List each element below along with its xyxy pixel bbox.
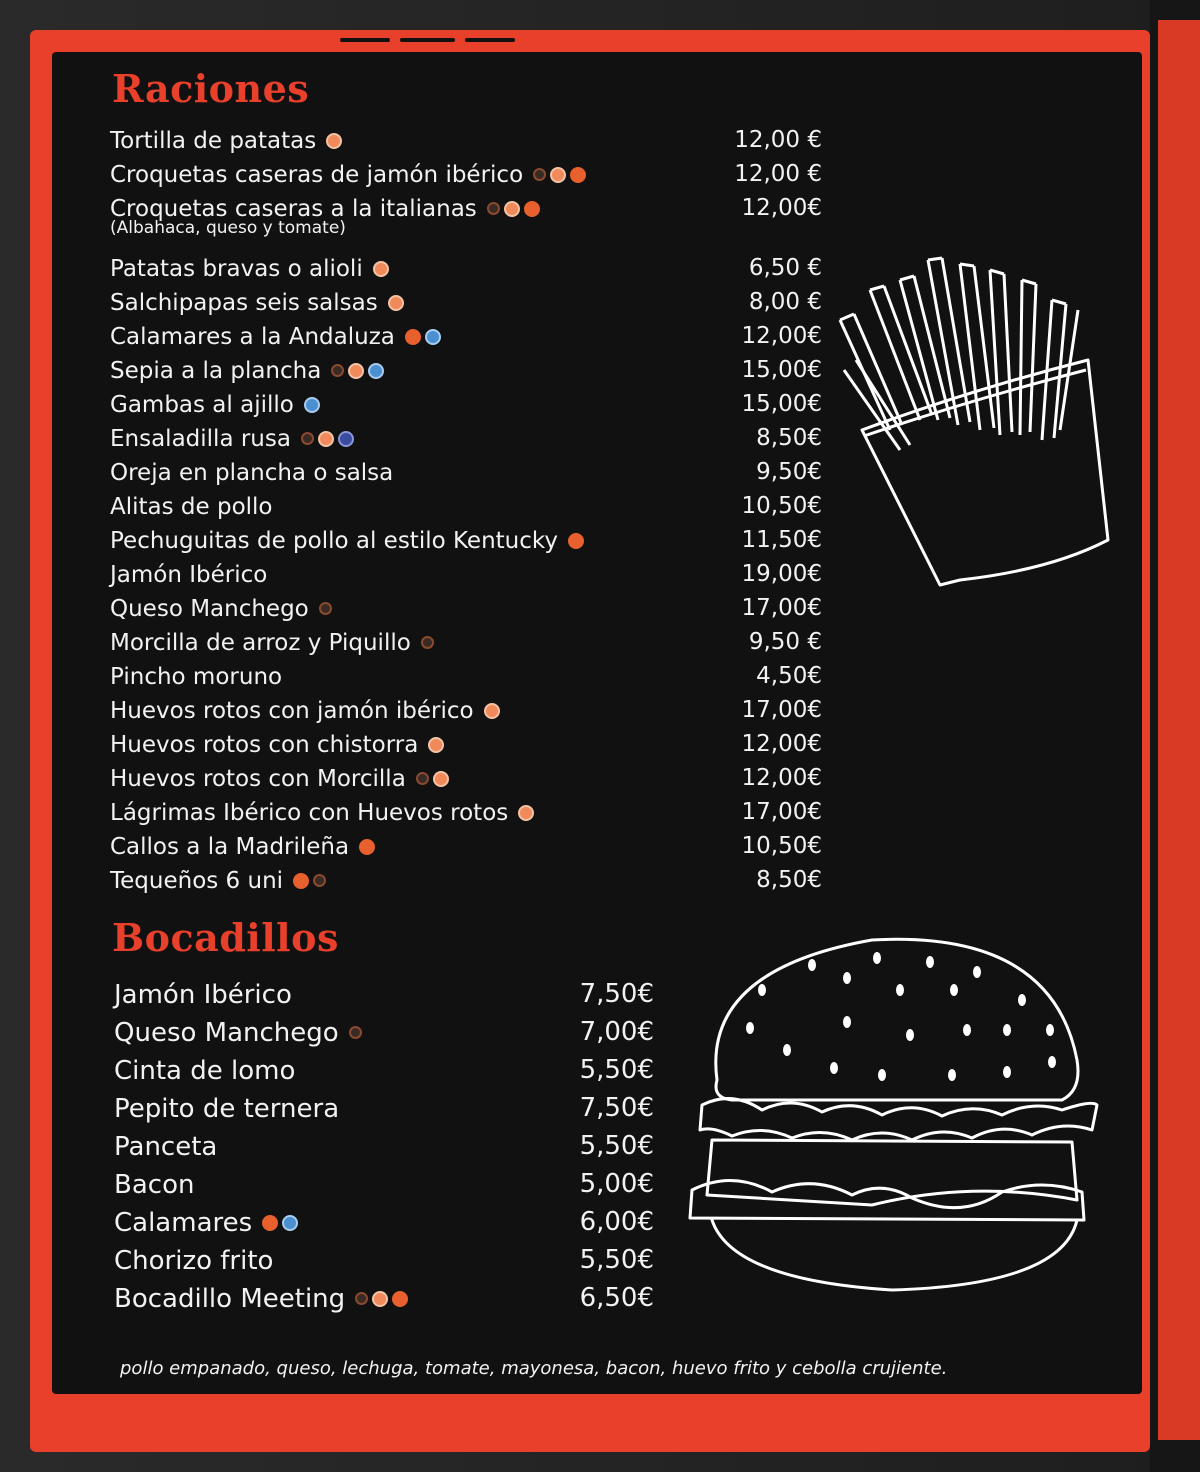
- item-price: 7,50€: [579, 979, 654, 1009]
- gluten-allergen-icon: [293, 873, 309, 889]
- item-price: 5,50€: [579, 1131, 654, 1161]
- burger-illustration: [672, 930, 1112, 1310]
- egg-allergen-icon: [518, 805, 534, 821]
- item-name: Salchipapas seis salsas: [110, 289, 378, 316]
- item-name: Morcilla de arroz y Piquillo: [110, 629, 411, 656]
- milk-allergen-icon: [319, 602, 332, 615]
- gluten-allergen-icon: [524, 201, 540, 217]
- item-price: 11,50€: [741, 527, 822, 553]
- french-fries-illustration: [830, 250, 1120, 590]
- menu-item: [110, 728, 822, 760]
- egg-allergen-icon: [504, 201, 520, 217]
- milk-allergen-icon: [313, 874, 326, 887]
- item-price: 15,00€: [741, 357, 822, 383]
- item-price: 6,50 €: [748, 255, 822, 281]
- milk-allergen-icon: [331, 364, 344, 377]
- item-name: Lágrimas Ibérico con Huevos rotos: [110, 799, 509, 826]
- menu-item: [110, 558, 822, 590]
- milk-allergen-icon: [416, 772, 429, 785]
- menu-item: [110, 660, 822, 692]
- item-name: Callos a la Madrileña: [110, 833, 350, 860]
- menu-item: [114, 1128, 654, 1164]
- item-name: Gambas al ajillo: [110, 391, 294, 418]
- menu-item: [110, 864, 822, 896]
- menu-item: [110, 388, 822, 420]
- item-name: Jamón Ibérico: [110, 561, 268, 588]
- egg-allergen-icon: [388, 295, 404, 311]
- item-name: Sepia a la plancha: [110, 357, 322, 384]
- shellfish-allergen-icon: [368, 363, 384, 379]
- shellfish-allergen-icon: [304, 397, 320, 413]
- gluten-allergen-icon: [568, 533, 584, 549]
- menu-item: [114, 1280, 654, 1316]
- item-name: Patatas bravas o alioli: [110, 255, 363, 282]
- item-price: 12,00€: [741, 765, 822, 791]
- item-name: Huevos rotos con Morcilla: [110, 765, 406, 792]
- item-price: 17,00€: [741, 697, 822, 723]
- menu-item: [110, 762, 822, 794]
- milk-allergen-icon: [421, 636, 434, 649]
- menu-item: [114, 1166, 654, 1202]
- gluten-allergen-icon: [405, 329, 421, 345]
- menu-item: [110, 626, 822, 658]
- bocadillo-meeting-description: pollo empanado, queso, lechuga, tomate, mayonesa, bacon, huevo frito y cebolla crujiente.: [120, 1358, 948, 1379]
- gluten-allergen-icon: [392, 1291, 408, 1307]
- item-price: 12,00€: [741, 731, 822, 757]
- top-decoration: [340, 36, 520, 44]
- egg-allergen-icon: [433, 771, 449, 787]
- item-price: 12,00€: [741, 323, 822, 349]
- item-name: Bacon: [114, 1169, 195, 1200]
- menu-item: [110, 286, 822, 318]
- item-name: Alitas de pollo: [110, 493, 273, 520]
- egg-allergen-icon: [484, 703, 500, 719]
- menu-item: [114, 976, 654, 1012]
- item-price: 5,00€: [579, 1169, 654, 1199]
- milk-allergen-icon: [349, 1026, 362, 1039]
- menu-item: [110, 354, 822, 386]
- milk-allergen-icon: [301, 432, 314, 445]
- egg-allergen-icon: [326, 133, 342, 149]
- item-price: 9,50 €: [748, 629, 822, 655]
- item-price: 7,00€: [579, 1017, 654, 1047]
- menu-item: [110, 320, 822, 352]
- menu-item: [110, 524, 822, 556]
- egg-allergen-icon: [372, 1291, 388, 1307]
- item-price: 10,50€: [741, 833, 822, 859]
- menu-item: [114, 1090, 654, 1126]
- item-name: Cinta de lomo: [114, 1055, 296, 1086]
- shellfish-allergen-icon: [425, 329, 441, 345]
- item-price: 12,00€: [741, 195, 822, 221]
- egg-allergen-icon: [373, 261, 389, 277]
- egg-allergen-icon: [318, 431, 334, 447]
- item-price: 12,00 €: [734, 161, 822, 187]
- menu-item: [114, 1052, 654, 1088]
- menu-item: [110, 796, 822, 828]
- item-name: Queso Manchego: [110, 595, 309, 622]
- menu-item: [114, 1204, 654, 1240]
- raciones-list: [110, 124, 822, 904]
- item-price: 5,50€: [579, 1055, 654, 1085]
- item-price: 9,50€: [756, 459, 822, 485]
- menu-item: [110, 592, 822, 624]
- item-name: Huevos rotos con jamón ibérico: [110, 697, 474, 724]
- menu-item: [114, 1242, 654, 1278]
- shellfish-allergen-icon: [282, 1215, 298, 1231]
- menu-item: [110, 158, 822, 190]
- item-price: 15,00€: [741, 391, 822, 417]
- menu-item: [110, 490, 822, 522]
- item-price: 6,00€: [579, 1207, 654, 1237]
- gluten-allergen-icon: [359, 839, 375, 855]
- item-price: 10,50€: [741, 493, 822, 519]
- egg-allergen-icon: [428, 737, 444, 753]
- menu-item: [110, 124, 822, 156]
- item-note: (Albahaca, queso y tomate): [110, 218, 346, 238]
- fish-allergen-icon: [338, 431, 354, 447]
- item-price: 12,00 €: [734, 127, 822, 153]
- item-name: Bocadillo Meeting: [114, 1283, 346, 1314]
- menu-item: [110, 830, 822, 862]
- item-name: Tequeños 6 uni: [110, 867, 284, 894]
- item-price: 6,50€: [579, 1283, 654, 1313]
- menu-item: [110, 252, 822, 284]
- menu-item: [110, 422, 822, 454]
- bocadillos-list: [114, 976, 654, 1326]
- gluten-allergen-icon: [570, 167, 586, 183]
- bocadillos-title: Bocadillos: [112, 915, 339, 960]
- item-name: Croquetas caseras a la italianas: [110, 195, 477, 222]
- item-name: Oreja en plancha o salsa: [110, 459, 394, 486]
- menu-item: [110, 456, 822, 488]
- item-name: Chorizo frito: [114, 1245, 274, 1276]
- menu-item: [114, 1014, 654, 1050]
- item-name: Huevos rotos con chistorra: [110, 731, 419, 758]
- egg-allergen-icon: [550, 167, 566, 183]
- item-name: Panceta: [114, 1131, 218, 1162]
- gluten-allergen-icon: [262, 1215, 278, 1231]
- item-price: 8,50€: [756, 867, 822, 893]
- item-name: Croquetas caseras de jamón ibérico: [110, 161, 524, 188]
- item-name: Pincho moruno: [110, 663, 283, 690]
- item-price: 8,00 €: [748, 289, 822, 315]
- item-name: Tortilla de patatas: [110, 127, 317, 154]
- item-price: 8,50€: [756, 425, 822, 451]
- item-price: 19,00€: [741, 561, 822, 587]
- item-name: Pepito de ternera: [114, 1093, 340, 1124]
- item-price: 7,50€: [579, 1093, 654, 1123]
- item-name: Ensaladilla rusa: [110, 425, 291, 452]
- item-price: 17,00€: [741, 799, 822, 825]
- item-name: Jamón Ibérico: [114, 979, 292, 1010]
- item-price: 4,50€: [756, 663, 822, 689]
- item-name: Queso Manchego: [114, 1017, 339, 1048]
- item-price: 17,00€: [741, 595, 822, 621]
- raciones-title: Raciones: [112, 66, 310, 111]
- item-price: 5,50€: [579, 1245, 654, 1275]
- milk-allergen-icon: [533, 168, 546, 181]
- adjacent-page-edge: [1158, 20, 1200, 1440]
- milk-allergen-icon: [355, 1292, 368, 1305]
- item-name: Calamares: [114, 1207, 253, 1238]
- egg-allergen-icon: [348, 363, 364, 379]
- milk-allergen-icon: [487, 202, 500, 215]
- item-name: Calamares a la Andaluza: [110, 323, 395, 350]
- item-name: Pechuguitas de pollo al estilo Kentucky: [110, 527, 558, 554]
- menu-item: [110, 694, 822, 726]
